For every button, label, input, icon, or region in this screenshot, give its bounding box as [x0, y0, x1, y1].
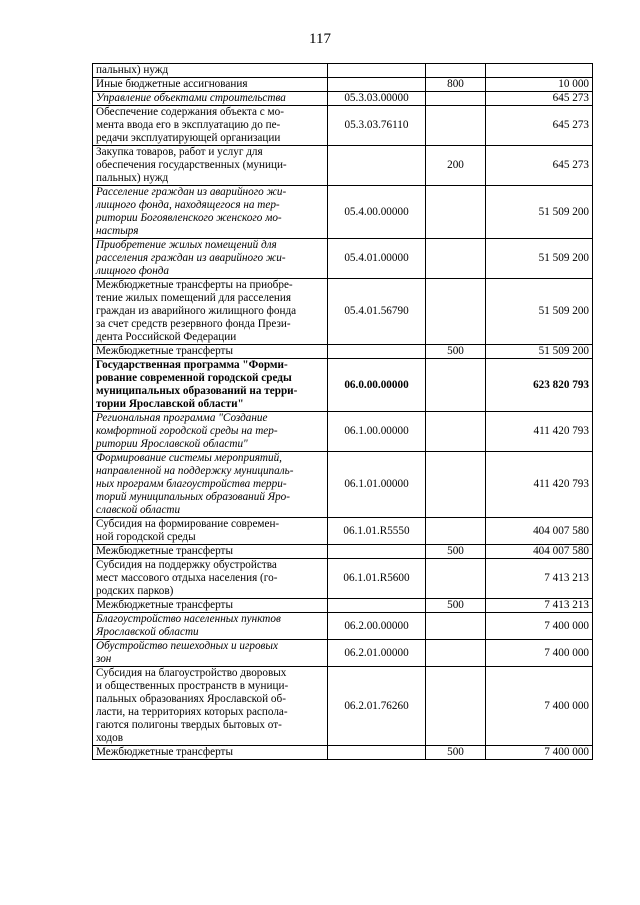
row-name-cell	[93, 559, 328, 599]
table-row	[93, 345, 593, 359]
row-sum-cell-text: 51 509 200	[538, 345, 589, 357]
row-type-cell	[426, 613, 486, 640]
table-row	[93, 186, 593, 239]
row-sum-cell-text: 7 400 000	[544, 619, 589, 632]
row-name-cell	[93, 452, 328, 518]
row-type-cell	[426, 279, 486, 345]
row-name-cell	[93, 599, 328, 613]
row-sum-cell	[486, 412, 593, 452]
row-sum-cell-text: 404 007 580	[533, 524, 589, 537]
row-name-cell	[93, 106, 328, 146]
row-sum-cell-text: 645 273	[552, 92, 589, 104]
row-name-cell	[93, 239, 328, 279]
row-code-cell-text: 06.2.01.76260	[344, 699, 409, 712]
row-sum-cell	[486, 78, 593, 92]
row-name-cell-text: Благоустройство населенных пунктов Ярославской области	[96, 613, 281, 638]
row-name-cell-text: Обустройство пешеходных и игровых зон	[96, 640, 278, 665]
row-sum-cell	[486, 359, 593, 412]
row-sum-cell-text: 623 820 793	[533, 378, 589, 391]
row-sum-cell-text: 7 413 213	[544, 599, 589, 611]
row-code-cell-text: 06.1.01.R5550	[343, 524, 410, 537]
row-type-cell	[426, 640, 486, 667]
row-sum-cell	[486, 92, 593, 106]
row-code-cell	[328, 146, 426, 186]
row-name-cell-text: Межбюджетные трансферты	[96, 545, 233, 557]
row-code-cell	[328, 518, 426, 545]
table-row	[93, 452, 593, 518]
table-row	[93, 106, 593, 146]
row-sum-cell	[486, 599, 593, 613]
row-type-cell	[426, 64, 486, 78]
table-row	[93, 78, 593, 92]
row-type-cell-text: 500	[447, 345, 464, 357]
row-name-cell	[93, 667, 328, 746]
row-sum-cell-text: 7 400 000	[544, 699, 589, 712]
row-sum-cell	[486, 640, 593, 667]
row-type-cell-text: 200	[447, 159, 464, 171]
row-sum-cell-text: 51 509 200	[538, 305, 589, 317]
row-name-cell-text: Межбюджетные трансферты на приобре- тение жилых помещений для расселения граждан из аварийного жилищного фонда за счет средств резервного фонда Прези- дента Российской Федерации	[96, 279, 297, 343]
table-row	[93, 279, 593, 345]
row-sum-cell	[486, 279, 593, 345]
row-name-cell	[93, 345, 328, 359]
row-sum-cell-text: 645 273	[552, 159, 589, 171]
row-sum-cell	[486, 345, 593, 359]
row-code-cell	[328, 613, 426, 640]
row-sum-cell	[486, 667, 593, 746]
row-name-cell	[93, 64, 328, 78]
row-type-cell	[426, 746, 486, 760]
row-name-cell	[93, 92, 328, 106]
row-type-cell	[426, 452, 486, 518]
row-type-cell-text: 800	[447, 78, 464, 90]
row-name-cell	[93, 279, 328, 345]
row-name-cell-text: Субсидия на поддержку обустройства мест массового отдыха населения (го- родских парков)	[96, 559, 278, 597]
row-name-cell-text: Приобретение жилых помещений для расселения граждан из аварийного жи- лищного фонда	[96, 239, 286, 277]
row-code-cell-text: 06.2.00.00000	[344, 619, 409, 632]
row-code-cell-text: 06.2.01.00000	[344, 646, 409, 659]
row-code-cell-text: 06.0.00.00000	[344, 378, 409, 391]
row-type-cell	[426, 239, 486, 279]
row-name-cell	[93, 146, 328, 186]
row-name-cell	[93, 613, 328, 640]
row-sum-cell	[486, 518, 593, 545]
row-type-cell-text: 500	[447, 599, 464, 611]
row-code-cell	[328, 640, 426, 667]
row-name-cell	[93, 518, 328, 545]
row-name-cell	[93, 746, 328, 760]
row-sum-cell-text: 404 007 580	[533, 545, 589, 557]
table-row	[93, 239, 593, 279]
row-name-cell-text: Расселение граждан из аварийного жи- лищного фонда, находящегося на тер- ритории Богоявленского женского мо- настыря	[96, 186, 287, 237]
row-name-cell	[93, 545, 328, 559]
row-code-cell	[328, 359, 426, 412]
row-code-cell	[328, 452, 426, 518]
table-row	[93, 613, 593, 640]
row-name-cell	[93, 359, 328, 412]
row-type-cell	[426, 518, 486, 545]
row-type-cell	[426, 106, 486, 146]
row-name-cell-text: Региональная программа "Создание комфортной городской среды на тер- ритории Ярославской области"	[96, 412, 278, 450]
row-sum-cell-text: 7 400 000	[544, 646, 589, 659]
row-code-cell-text: 05.4.00.00000	[344, 205, 409, 218]
page-number: 117	[309, 31, 331, 47]
row-code-cell-text: 05.4.01.56790	[344, 305, 409, 317]
row-sum-cell-text: 7 413 213	[544, 572, 589, 584]
row-type-cell	[426, 412, 486, 452]
table-row	[93, 545, 593, 559]
row-code-cell	[328, 599, 426, 613]
row-code-cell	[328, 92, 426, 106]
row-sum-cell	[486, 186, 593, 239]
row-sum-cell	[486, 106, 593, 146]
table-row	[93, 559, 593, 599]
row-code-cell	[328, 667, 426, 746]
row-sum-cell-text: 10 000	[558, 78, 589, 90]
row-code-cell	[328, 78, 426, 92]
row-code-cell-text: 05.3.03.76110	[344, 119, 409, 131]
row-name-cell-text: Субсидия на формирование современ- ной городской среды	[96, 518, 280, 543]
row-sum-cell	[486, 452, 593, 518]
table-row	[93, 640, 593, 667]
row-sum-cell-text: 51 509 200	[538, 205, 589, 218]
row-code-cell	[328, 412, 426, 452]
row-type-cell-text: 500	[447, 746, 464, 758]
row-code-cell	[328, 239, 426, 279]
row-code-cell	[328, 345, 426, 359]
row-sum-cell	[486, 239, 593, 279]
row-sum-cell	[486, 746, 593, 760]
row-name-cell-text: Обеспечение содержания объекта с мо- мента ввода его в эксплуатацию до пе- редачи эксплуатирующей организации	[96, 106, 284, 144]
row-sum-cell-text: 51 509 200	[538, 252, 589, 264]
row-sum-cell	[486, 559, 593, 599]
row-type-cell	[426, 92, 486, 106]
table-row	[93, 359, 593, 412]
row-sum-cell-text: 411 420 793	[533, 478, 589, 490]
table-row	[93, 92, 593, 106]
row-name-cell-text: Закупка товаров, работ и услуг для обеспечения государственных (муници- пальных) нужд	[96, 146, 287, 184]
row-code-cell	[328, 186, 426, 239]
row-name-cell-text: Межбюджетные трансферты	[96, 345, 233, 357]
row-code-cell	[328, 279, 426, 345]
row-type-cell-text: 500	[447, 545, 464, 557]
row-name-cell-text: Управление объектами строительства	[96, 92, 286, 104]
row-code-cell-text: 05.3.03.00000	[344, 92, 409, 104]
row-code-cell	[328, 746, 426, 760]
row-name-cell-text: Государственная программа "Форми- рование современной городской среды муниципальных образований на терри- тории Ярославской области"	[96, 359, 298, 410]
table-row	[93, 518, 593, 545]
row-name-cell-text: Формирование системы мероприятий, направленной на поддержку муниципаль- ных программ благоустройства терри- торий муниципальных образований Яро- славской области	[96, 452, 294, 516]
row-type-cell	[426, 78, 486, 92]
row-sum-cell	[486, 545, 593, 559]
table-row	[93, 412, 593, 452]
row-name-cell-text: Иные бюджетные ассигнования	[96, 78, 248, 90]
row-code-cell	[328, 106, 426, 146]
table-row	[93, 146, 593, 186]
row-name-cell	[93, 640, 328, 667]
row-code-cell	[328, 64, 426, 78]
row-sum-cell-text: 411 420 793	[533, 425, 589, 437]
row-type-cell	[426, 186, 486, 239]
budget-table	[92, 63, 593, 760]
row-sum-cell	[486, 146, 593, 186]
row-sum-cell	[486, 613, 593, 640]
budget-table-body	[93, 64, 593, 760]
row-name-cell-text: Межбюджетные трансферты	[96, 746, 233, 758]
row-name-cell-text: Субсидия на благоустройство дворовых и общественных пространств в муници- пальных образованиях Ярославской об- ласти, на территориях которых распола- гаются полигоны твердых бытовых от- ходов	[96, 667, 289, 744]
table-row	[93, 64, 593, 78]
table-row	[93, 746, 593, 760]
row-type-cell	[426, 559, 486, 599]
row-name-cell-text: пальных) нужд	[96, 64, 169, 76]
table-row	[93, 599, 593, 613]
row-code-cell-text: 06.1.01.00000	[344, 478, 409, 490]
row-name-cell-text: Межбюджетные трансферты	[96, 599, 233, 611]
row-code-cell-text: 06.1.00.00000	[344, 425, 409, 437]
row-code-cell-text: 05.4.01.00000	[344, 252, 409, 264]
row-type-cell	[426, 345, 486, 359]
row-code-cell-text: 06.1.01.R5600	[343, 572, 410, 584]
row-type-cell	[426, 599, 486, 613]
row-type-cell	[426, 667, 486, 746]
row-name-cell	[93, 78, 328, 92]
row-code-cell	[328, 545, 426, 559]
row-sum-cell-text: 7 400 000	[544, 746, 589, 758]
row-type-cell	[426, 545, 486, 559]
row-sum-cell-text: 645 273	[552, 119, 589, 131]
row-code-cell	[328, 559, 426, 599]
table-row	[93, 667, 593, 746]
row-name-cell	[93, 412, 328, 452]
row-name-cell	[93, 186, 328, 239]
row-sum-cell	[486, 64, 593, 78]
row-type-cell	[426, 359, 486, 412]
row-type-cell	[426, 146, 486, 186]
